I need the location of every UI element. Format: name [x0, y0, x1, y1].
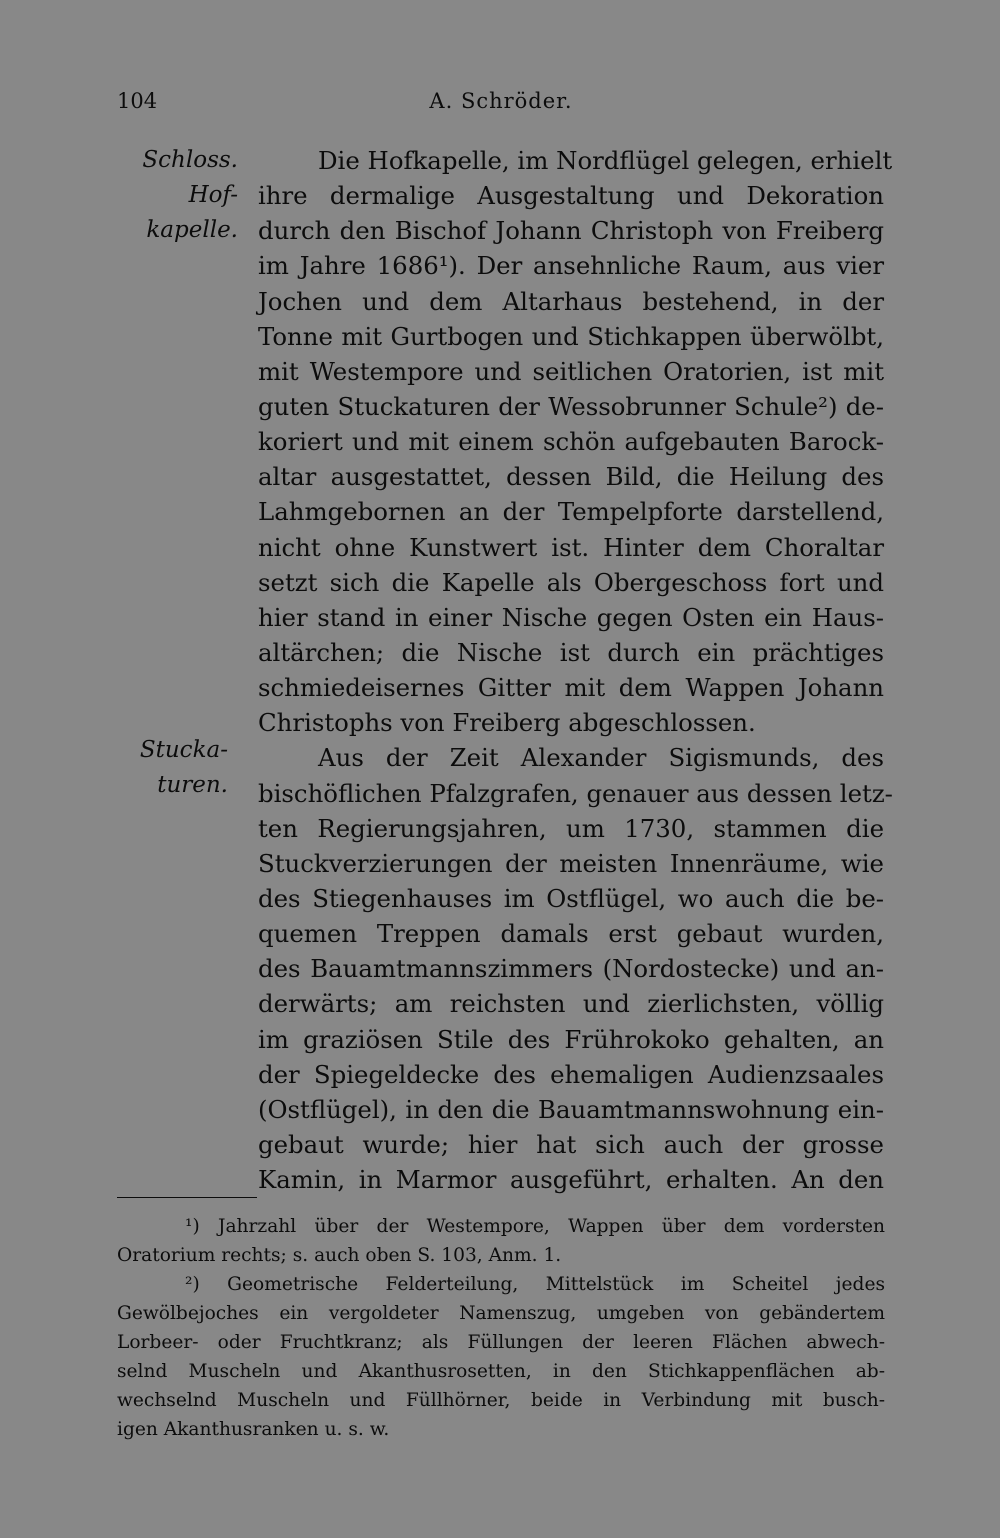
page-number: 104 [117, 89, 158, 113]
body-line: koriert und mit einem schön aufgebauten Barock- [258, 427, 884, 457]
body-line: Stuckverzierungen der meisten Innenräume, wie [258, 848, 884, 878]
footnote-line: Gewölbejoches ein vergoldeter Namenszug, umgeben von gebändertem [117, 1303, 885, 1324]
body-text [258, 143, 893, 1197]
body-line: des Bauamtmannszimmers (Nordostecke) und an- [258, 954, 884, 984]
body-line: Christophs von Freiberg abgeschlossen. [258, 708, 756, 738]
footnote-line: wechselnd Muscheln und Füllhörner, beide in Verbindung mit busch- [117, 1390, 885, 1411]
body-line: altärchen; die Nische ist durch ein prächtiges [258, 637, 884, 667]
body-line: derwärts; am reichsten und zierlichsten, völlig [258, 989, 884, 1019]
body-line: ihre dermalige Ausgestaltung und Dekoration [258, 181, 884, 211]
margin-note-schloss-hofkapelle [110, 143, 238, 248]
footnote-divider [117, 1197, 257, 1198]
margin-note-line: kapelle. [146, 217, 238, 243]
running-head-author: A. Schröder. [429, 89, 573, 113]
body-line: Aus der Zeit Alexander Sigismunds, des [318, 743, 884, 773]
body-line: gebaut wurde; hier hat sich auch der grosse [258, 1129, 884, 1159]
running-header [117, 86, 885, 116]
footnote-line: Lorbeer- oder Fruchtkranz; als Füllungen der leeren Flächen abwech- [117, 1332, 885, 1353]
body-line: im graziösen Stile des Frührokoko gehalten, an [258, 1024, 884, 1054]
body-line: bischöflichen Pfalzgrafen, genauer aus dessen letz- [258, 778, 893, 808]
body-line: des Stiegenhauses im Ostflügel, wo auch die be- [258, 883, 884, 913]
margin-note-line: Stucka- [139, 737, 228, 763]
margin-note-line: turen. [157, 772, 228, 798]
body-line: Jochen und dem Altarhaus bestehend, in der [258, 286, 884, 316]
body-line: guten Stuckaturen der Wessobrunner Schule²) de- [258, 391, 884, 421]
body-line: Tonne mit Gurtbogen und Stichkappen überwölbt, [258, 321, 884, 351]
body-line: (Ostflügel), in den die Bauamtmannswohnung ein- [258, 1094, 884, 1124]
body-line: nicht ohne Kunstwert ist. Hinter dem Choraltar [258, 532, 884, 562]
body-line: mit Westempore und seitlichen Oratorien, ist mit [258, 356, 884, 386]
footnote-line: selnd Muscheln und Akanthusrosetten, in den Stichkappenflächen ab- [117, 1361, 885, 1382]
footnote-line: Oratorium rechts; s. auch oben S. 103, Anm. 1. [117, 1245, 562, 1266]
body-line: im Jahre 1686¹). Der ansehnliche Raum, aus vier [258, 251, 884, 281]
body-line: setzt sich die Kapelle als Obergeschoss fort und [258, 567, 884, 597]
body-line: altar ausgestattet, dessen Bild, die Heilung des [258, 462, 884, 492]
footnote-line: igen Akanthusranken u. s. w. [117, 1419, 390, 1440]
margin-note-line: Hof- [188, 182, 238, 208]
margin-note-stuckaturen [110, 733, 228, 803]
body-line: Lahmgebornen an der Tempelpforte darstellend, [258, 497, 884, 527]
margin-note-line: Schloss. [142, 147, 238, 173]
body-line: durch den Bischof Johann Christoph von Freiberg [258, 216, 884, 246]
footnote-line: ²) Geometrische Felderteilung, Mittelstück im Scheitel jedes [185, 1274, 885, 1295]
body-line: ten Regierungsjahren, um 1730, stammen die [258, 813, 884, 843]
body-line: Kamin, in Marmor ausgeführt, erhalten. An den [258, 1165, 884, 1195]
body-line: quemen Treppen damals erst gebaut wurden, [258, 919, 884, 949]
body-line: Die Hofkapelle, im Nordflügel gelegen, erhielt [318, 146, 893, 175]
footnotes [117, 1212, 885, 1444]
footnote-line: ¹) Jahrzahl über der Westempore, Wappen über dem vordersten [185, 1216, 885, 1237]
body-line: der Spiegeldecke des ehemaligen Audienzsaales [258, 1059, 884, 1089]
body-line: schmiedeisernes Gitter mit dem Wappen Johann [258, 673, 884, 703]
body-line: hier stand in einer Nische gegen Osten ein Haus- [258, 602, 884, 632]
